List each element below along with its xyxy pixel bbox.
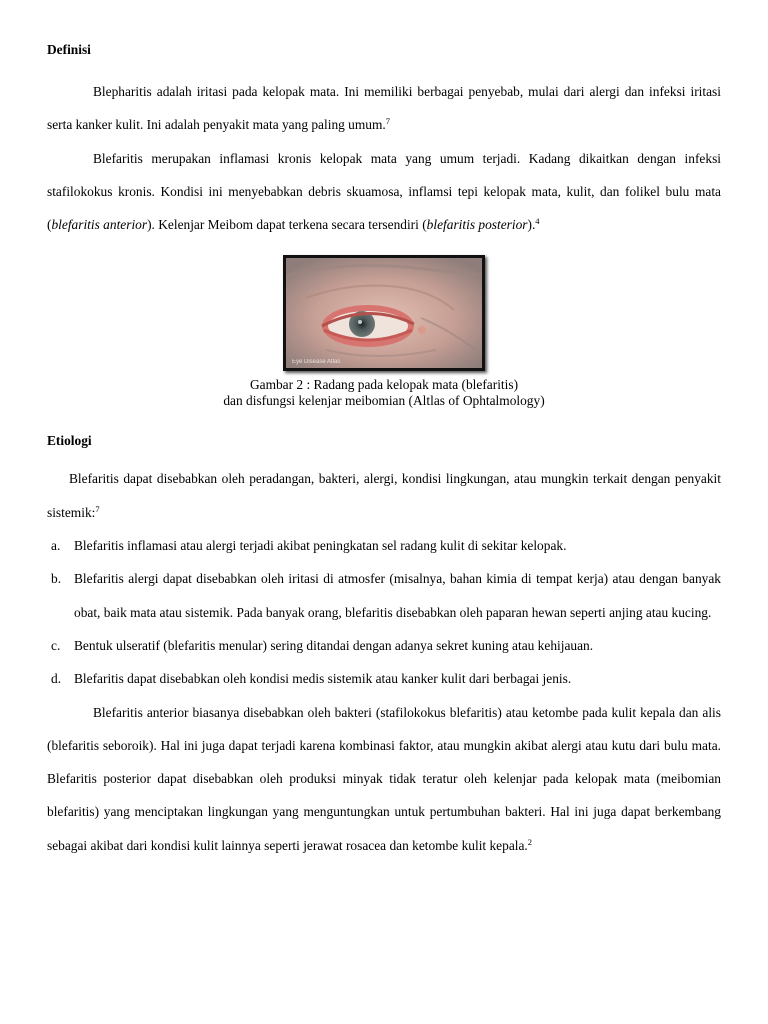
section-heading-etiologi: Etiologi (47, 433, 92, 449)
photo-watermark: Eye Disease Atlas (292, 359, 341, 366)
italic-term: blefaritis anterior (51, 217, 148, 233)
paragraph-text: ). (527, 217, 536, 233)
paragraph-etiologi-closing (47, 696, 721, 862)
eye-photo (283, 255, 485, 371)
eye-illustration (286, 258, 482, 368)
list-item-text: Bentuk ulseratif (blefaritis menular) sering ditandai dengan adanya sekret kuning atau kehijauan. (74, 637, 594, 653)
document-page (47, 40, 721, 862)
caption-line-1: Gambar 2 : Radang pada kelopak mata (blefaritis) (249, 377, 519, 393)
list-marker: b. (51, 571, 62, 587)
paragraph-definisi-1 (47, 75, 721, 142)
list-item-text: Blefaritis alergi dapat disebabkan oleh iritasi di atmosfer (misalnya, bahan kimia di tempat kerja) atau dengan banyak obat, baik mata atau sistemik. Pada banyak orang, blefaritis disebabkan oleh paparan hewan seperti anjing atau kucing. (74, 571, 721, 620)
reference-number: 2 (527, 836, 533, 847)
list-item (47, 562, 721, 629)
list-item-text: Blefaritis inflamasi atau alergi terjadi akibat peningkatan sel radang kulit di sekitar kelopak. (74, 538, 567, 554)
list-marker: c. (51, 637, 61, 653)
paragraph-text: Blefaritis merupakan inflamasi kronis kelopak mata yang umum terjadi. Kadang dikaitkan dengan infeksi stafilokokus kronis. Kondisi ini menyebabkan debris skuamosa, inflamsi tepi kelopak mata, kulit, dan folikel bulu mata ( (47, 150, 721, 233)
list-item-text: Blefaritis dapat disebabkan oleh kondisi medis sistemik atau kanker kulit dari berbagai jenis. (74, 671, 572, 687)
figure-blefaritis (47, 255, 721, 409)
paragraph-text: ). Kelenjar Meibom dapat terkena secara tersendiri ( (147, 217, 427, 233)
cause-list (47, 529, 721, 695)
reference-number: 4 (535, 216, 540, 227)
list-item (47, 662, 721, 695)
figure-caption (223, 377, 544, 409)
caption-line-2: dan disfungsi kelenjar meibomian (Altlas of Ophtalmology) (223, 393, 545, 409)
reference-number: 7 (95, 503, 100, 514)
list-marker: d. (51, 671, 62, 687)
paragraph-text: Blefaritis anterior biasanya disebabkan oleh bakteri (stafilokokus blefaritis) atau ketombe pada kulit kepala dan alis (blefaritis seboroik). Hal ini juga dapat terjadi karena kombinasi faktor, atau mungkin akibat alergi atau kutu dari bulu mata. Blefaritis posterior dapat disebabkan oleh produksi minyak tidak teratur oleh kelenjar pada kelopak mata (meibomian blefaritis) yang menciptakan lingkungan yang menguntungkan untuk pertumbuhan bakteri. Hal ini juga dapat berkembang sebagai akibat dari kondisi kulit lainnya seperti jerawat rosacea dan ketombe kulit kepala. (47, 704, 721, 853)
paragraph-text: Blefaritis dapat disebabkan oleh peradangan, bakteri, alergi, kondisi lingkungan, atau mungkin terkait dengan penyakit sistemik: (47, 471, 721, 520)
list-item (47, 629, 721, 662)
list-item (47, 529, 721, 562)
paragraph-etiologi-intro (47, 462, 721, 529)
italic-term: blefaritis posterior (426, 217, 528, 233)
paragraph-definisi-2 (47, 142, 721, 242)
reference-number: 7 (385, 116, 391, 127)
section-heading-definisi: Definisi (47, 42, 91, 57)
paragraph-text: Blepharitis adalah iritasi pada kelopak mata. Ini memiliki berbagai penyebab, mulai dari alergi dan infeksi iritasi serta kanker kulit. Ini adalah penyakit mata yang paling umum. (47, 84, 721, 133)
list-marker: a. (51, 538, 61, 554)
